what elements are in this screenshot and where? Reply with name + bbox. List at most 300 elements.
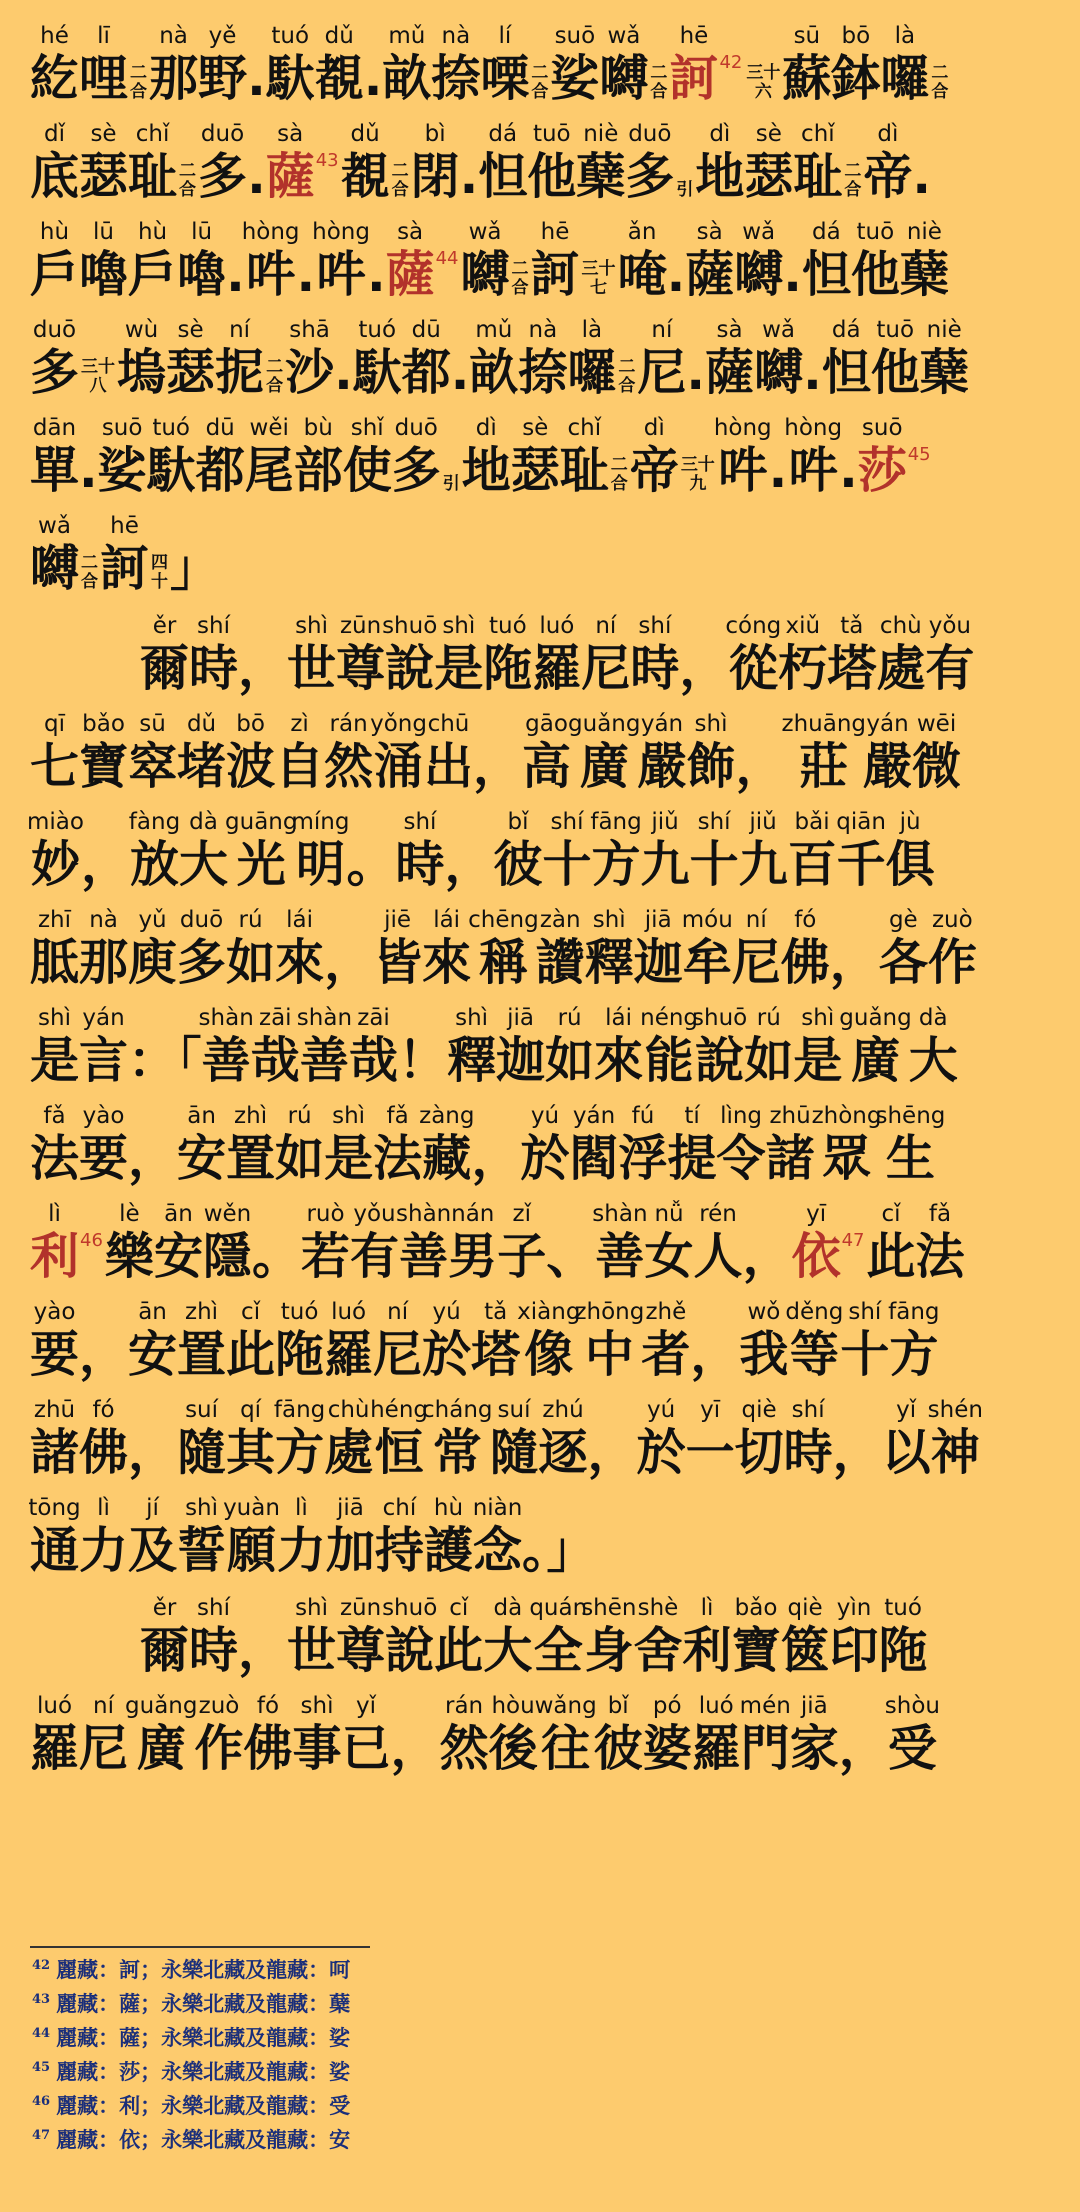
character-with-pinyin xyxy=(840,1298,889,1384)
character: 樂 xyxy=(104,1228,154,1285)
character: 藏 xyxy=(422,1130,472,1187)
character-with-pinyin xyxy=(373,1298,422,1384)
character-with-pinyin xyxy=(625,120,674,206)
character: 耻 xyxy=(793,148,843,205)
character-with-pinyin xyxy=(291,808,350,894)
footnote-number: 44 xyxy=(32,2026,51,2041)
pinyin: chǐ xyxy=(135,121,170,147)
punctuation: ， xyxy=(832,1424,882,1481)
pinyin: shòu xyxy=(884,1693,940,1719)
pinyin: dǔ xyxy=(350,121,380,147)
pinyin: dá xyxy=(488,121,518,147)
character-with-pinyin xyxy=(30,1396,79,1482)
character-with-pinyin xyxy=(744,1004,793,1090)
punctuation: ， xyxy=(735,738,785,795)
character: 帝 xyxy=(629,442,679,499)
text-line xyxy=(30,1396,1060,1482)
annotation-top: 四 xyxy=(151,553,169,573)
pinyin: shàn xyxy=(592,1201,648,1227)
pinyin: fǎ xyxy=(43,1103,66,1129)
annotation-bottom: 合 xyxy=(130,82,148,102)
text-line xyxy=(30,1494,1060,1580)
character-with-pinyin xyxy=(386,218,435,304)
pinyin: tuō xyxy=(532,121,571,147)
character-with-pinyin xyxy=(630,612,679,698)
pinyin: ěr xyxy=(152,613,177,639)
character: 有 xyxy=(350,1228,400,1285)
character: 胝 xyxy=(30,934,80,991)
character-with-pinyin xyxy=(683,906,732,992)
annotation-top: 二 xyxy=(931,63,949,83)
character: 囉 xyxy=(567,344,617,401)
character-with-pinyin xyxy=(336,1594,385,1680)
annotation-top: 二 xyxy=(844,161,862,181)
pinyin: nà xyxy=(89,907,118,933)
footnote xyxy=(32,2124,350,2154)
annotation-bottom: 八 xyxy=(89,376,107,396)
footnote-text: 麗藏：薩；永樂北藏及龍藏：蘖 xyxy=(56,1991,351,2016)
character-with-pinyin xyxy=(793,1004,842,1090)
character: 堵 xyxy=(177,738,227,795)
character: 往 xyxy=(541,1720,591,1777)
character-with-pinyin xyxy=(581,1594,637,1680)
pinyin: ān xyxy=(138,1299,167,1325)
character-with-pinyin xyxy=(79,1494,128,1580)
annotation-bottom: 合 xyxy=(610,474,628,494)
pinyin: rú xyxy=(557,1005,582,1031)
character: 男 xyxy=(448,1228,498,1285)
character: 波 xyxy=(226,738,276,795)
character: 隱 xyxy=(202,1228,252,1285)
footnote-ref[interactable]: 43 xyxy=(315,150,339,171)
character: 嚴 xyxy=(637,738,687,795)
pinyin: chǐ xyxy=(567,415,602,441)
character: 戶 xyxy=(128,246,178,303)
character-with-pinyin xyxy=(128,218,177,304)
punctuation: . xyxy=(334,344,353,401)
punctuation: ， xyxy=(473,738,523,795)
character-with-pinyin xyxy=(424,710,473,796)
character-with-pinyin xyxy=(147,414,196,500)
character: 吽 xyxy=(718,442,768,499)
pinyin: luó xyxy=(331,1299,367,1325)
character-with-pinyin xyxy=(592,808,641,894)
pinyin: zàn xyxy=(539,907,581,933)
character-with-pinyin xyxy=(226,1102,275,1188)
character-with-pinyin xyxy=(79,120,128,206)
character-with-pinyin xyxy=(411,120,460,206)
character: 畝 xyxy=(382,50,432,107)
character: 捺 xyxy=(431,50,481,107)
pinyin: wǎ xyxy=(607,23,641,49)
character-with-pinyin xyxy=(79,1396,128,1482)
pinyin: yú xyxy=(432,1299,461,1325)
pinyin: fó xyxy=(92,1397,115,1423)
character: 嚩 xyxy=(599,50,649,107)
pinyin: nà xyxy=(159,23,188,49)
character-with-pinyin xyxy=(687,710,736,796)
character: 都 xyxy=(195,442,245,499)
character-with-pinyin xyxy=(637,1396,686,1482)
character: 處 xyxy=(324,1424,374,1481)
character-with-pinyin xyxy=(189,1594,238,1680)
character-with-pinyin xyxy=(511,414,560,500)
annotation-top: 三十 xyxy=(680,455,715,475)
character-with-pinyin xyxy=(251,1004,300,1090)
character: 念 xyxy=(473,1522,523,1579)
character-with-pinyin xyxy=(781,710,867,796)
pinyin: wǎ xyxy=(742,219,776,245)
character: 等 xyxy=(789,1326,839,1383)
pinyin: bǎo xyxy=(82,711,125,737)
character: 生 xyxy=(885,1130,935,1187)
pinyin: shí xyxy=(697,809,731,835)
character-with-pinyin xyxy=(382,612,438,698)
character-with-pinyin xyxy=(793,120,842,206)
pinyin: nà xyxy=(441,23,471,49)
character-with-pinyin xyxy=(497,1200,546,1286)
character-with-pinyin xyxy=(375,1494,424,1580)
character: 蘖 xyxy=(899,246,949,303)
annotation-mark xyxy=(81,554,98,592)
pinyin: dá xyxy=(831,317,861,343)
annotation-top: 二 xyxy=(511,259,529,279)
character-with-pinyin xyxy=(79,906,128,992)
punctuation: ， xyxy=(471,1130,521,1187)
character: 瑟 xyxy=(166,344,216,401)
footnote-text: 麗藏：訶；永樂北藏及龍藏：呵 xyxy=(56,1957,351,1982)
character: 抳 xyxy=(215,344,265,401)
character-with-pinyin xyxy=(245,414,294,500)
character: 馱 xyxy=(146,442,196,499)
punctuation: . xyxy=(803,344,822,401)
character-with-pinyin xyxy=(324,710,373,796)
pinyin: sà xyxy=(696,219,723,245)
pinyin: quán xyxy=(529,1595,588,1621)
character-with-pinyin xyxy=(520,1102,569,1188)
character: 娑 xyxy=(550,50,600,107)
character-with-pinyin xyxy=(739,1298,788,1384)
pinyin: yuàn xyxy=(223,1495,280,1521)
pinyin: shì xyxy=(801,1005,835,1031)
character-with-pinyin xyxy=(788,808,837,894)
character-with-pinyin xyxy=(633,1594,682,1680)
footnote-ref[interactable]: 44 xyxy=(435,248,459,269)
character: 諸 xyxy=(765,1130,815,1187)
character-with-pinyin xyxy=(576,120,625,206)
character-with-pinyin xyxy=(827,612,876,698)
footnote-number: 47 xyxy=(32,2128,51,2143)
character: 哩 xyxy=(79,50,129,107)
character-with-pinyin xyxy=(422,1396,493,1482)
character-with-pinyin xyxy=(287,612,336,698)
text-line xyxy=(140,612,1060,698)
character-with-pinyin xyxy=(792,1200,841,1286)
character-with-pinyin xyxy=(293,1692,342,1778)
character-with-pinyin xyxy=(531,218,580,304)
punctuation: 。 xyxy=(251,1228,301,1285)
pinyin: zhì xyxy=(185,1299,219,1325)
character-with-pinyin xyxy=(223,1494,280,1580)
footnote-ref[interactable]: 47 xyxy=(841,1230,865,1251)
pinyin: fāng xyxy=(888,1299,940,1325)
pinyin: cǐ xyxy=(241,1299,261,1325)
character-with-pinyin xyxy=(536,906,585,992)
footnote-ref[interactable]: 46 xyxy=(80,1230,103,1251)
pinyin: hòng xyxy=(312,219,370,245)
character-with-pinyin xyxy=(30,1494,79,1580)
pinyin: yǒng xyxy=(370,711,427,737)
character-with-pinyin xyxy=(149,22,198,108)
character-with-pinyin xyxy=(342,1692,391,1778)
pinyin: tuó xyxy=(488,613,527,639)
annotation-bottom: 合 xyxy=(81,572,99,592)
character-with-pinyin xyxy=(203,1200,252,1286)
character: 善 xyxy=(399,1228,449,1285)
character-with-pinyin xyxy=(539,1396,588,1482)
character: 置 xyxy=(177,1326,227,1383)
pinyin: yìn xyxy=(836,1595,872,1621)
character-with-pinyin xyxy=(782,22,831,108)
footnote-text: 麗藏：依；永樂北藏及龍藏：安 xyxy=(56,2127,351,2152)
character: 神 xyxy=(930,1424,980,1481)
pinyin: lì xyxy=(97,1495,110,1521)
character: 他 xyxy=(527,148,577,205)
character-with-pinyin xyxy=(422,906,471,992)
pinyin: shēng xyxy=(875,1103,946,1129)
character: 舍 xyxy=(633,1622,683,1679)
pinyin: lái xyxy=(286,907,314,933)
punctuation: ， xyxy=(80,836,130,893)
character: 怛 xyxy=(478,148,528,205)
character: 方 xyxy=(275,1424,325,1481)
footnote-ref[interactable]: 42 xyxy=(719,52,743,73)
character-with-pinyin xyxy=(462,414,511,500)
character-with-pinyin xyxy=(599,22,648,108)
character-with-pinyin xyxy=(395,808,444,894)
pinyin: duō xyxy=(394,415,438,441)
character: 來 xyxy=(594,1032,644,1089)
pinyin: bǐ xyxy=(607,1693,629,1719)
pinyin: fú xyxy=(631,1103,655,1129)
character: 嚩 xyxy=(734,246,784,303)
text-line xyxy=(140,1594,1060,1680)
pinyin: suí xyxy=(185,1397,219,1423)
character: 皆 xyxy=(373,934,423,991)
character: 地 xyxy=(695,148,745,205)
annotation-top: 引 xyxy=(442,474,460,494)
character-with-pinyin xyxy=(592,1200,648,1286)
pinyin: rú xyxy=(756,1005,781,1031)
pinyin: sà xyxy=(716,317,743,343)
character: 迦 xyxy=(496,1032,546,1089)
character: 婆 xyxy=(642,1720,692,1777)
character: 莊 xyxy=(799,738,849,795)
annotation-bottom: 合 xyxy=(650,82,668,102)
character-with-pinyin xyxy=(778,612,827,698)
pinyin: rán xyxy=(329,711,368,737)
footnote-text: 麗藏：利；永樂北藏及龍藏：受 xyxy=(56,2093,351,2118)
character: 耻 xyxy=(128,148,178,205)
pinyin: ní xyxy=(93,1693,114,1719)
character: 尼 xyxy=(731,934,781,991)
text-line xyxy=(30,414,1060,500)
pinyin: hù xyxy=(137,219,168,245)
character-with-pinyin xyxy=(839,1004,912,1090)
character-with-pinyin xyxy=(312,218,370,304)
character-with-pinyin xyxy=(686,1396,735,1482)
character: 後 xyxy=(488,1720,538,1777)
character-with-pinyin xyxy=(568,710,641,796)
pinyin: niè xyxy=(926,317,962,343)
character-with-pinyin xyxy=(928,906,977,992)
character-with-pinyin xyxy=(781,1594,830,1680)
character: 哉 xyxy=(349,1032,399,1089)
character: 尼 xyxy=(79,1720,129,1777)
character: 爾 xyxy=(140,1622,190,1679)
character-with-pinyin xyxy=(483,1594,532,1680)
character-with-pinyin xyxy=(754,316,803,402)
character-with-pinyin xyxy=(226,1298,275,1384)
annotation-mark xyxy=(650,64,667,102)
character-with-pinyin xyxy=(373,906,422,992)
character: 羅 xyxy=(324,1326,374,1383)
character-with-pinyin xyxy=(925,612,974,698)
pinyin: zhū xyxy=(33,1397,76,1423)
character-with-pinyin xyxy=(336,612,385,698)
character: 已 xyxy=(341,1720,391,1777)
annotation-top: 引 xyxy=(676,180,694,200)
pinyin: tuó xyxy=(271,23,310,49)
footnote-number: 46 xyxy=(32,2094,51,2109)
pinyin: cǐ xyxy=(449,1595,469,1621)
text-line xyxy=(30,22,1060,108)
pinyin: fǎ xyxy=(928,1201,952,1227)
pinyin: chēng xyxy=(468,907,539,933)
character-with-pinyin xyxy=(30,414,79,500)
character: 閉 xyxy=(410,148,460,205)
character-with-pinyin xyxy=(349,1004,398,1090)
character: 馱 xyxy=(265,50,315,107)
annotation-mark xyxy=(179,162,196,200)
character-with-pinyin xyxy=(517,1298,581,1384)
character-with-pinyin xyxy=(275,1102,324,1188)
character: 野 xyxy=(198,50,248,107)
punctuation: 、 xyxy=(546,1228,596,1285)
character: 寶 xyxy=(79,738,129,795)
character-with-pinyin xyxy=(876,612,925,698)
character: 那 xyxy=(149,50,199,107)
character-with-pinyin xyxy=(301,1200,350,1286)
character-with-pinyin xyxy=(581,612,630,698)
annotation-mark xyxy=(130,64,147,102)
character-with-pinyin xyxy=(226,1396,275,1482)
character-with-pinyin xyxy=(496,1004,545,1090)
character: 尊 xyxy=(336,1622,386,1679)
pinyin: fǎ xyxy=(386,1103,409,1129)
character: 蘖 xyxy=(919,344,969,401)
pinyin: tuō xyxy=(876,317,915,343)
punctuation: ， xyxy=(838,1720,888,1777)
pinyin: jù xyxy=(899,809,921,835)
character-with-pinyin xyxy=(275,1396,324,1482)
character: 涌 xyxy=(374,738,424,795)
character: 嚴 xyxy=(863,738,913,795)
pinyin: shì xyxy=(332,1103,366,1129)
pinyin: suō xyxy=(554,23,596,49)
pinyin: lì xyxy=(295,1495,308,1521)
character: 如 xyxy=(226,934,276,991)
character: 其 xyxy=(226,1424,276,1481)
character-with-pinyin xyxy=(447,1004,496,1090)
annotation-top: 三十 xyxy=(81,357,116,377)
text-line xyxy=(27,808,1060,894)
character: 部 xyxy=(293,442,343,499)
character-with-pinyin xyxy=(471,1298,520,1384)
character-with-pinyin xyxy=(226,710,275,796)
character: 蘖 xyxy=(576,148,626,205)
character: 佛 xyxy=(780,934,830,991)
pinyin: shuō xyxy=(692,1005,748,1031)
character: 安 xyxy=(177,1130,227,1187)
character-with-pinyin xyxy=(30,1692,79,1778)
character-with-pinyin xyxy=(879,1594,928,1680)
annotation-bottom: 十 xyxy=(151,572,169,592)
punctuation: ， xyxy=(128,1424,178,1481)
character: 時 xyxy=(630,640,680,697)
footnote-ref[interactable]: 45 xyxy=(907,444,931,465)
character-with-pinyin xyxy=(373,1102,422,1188)
punctuation: ， xyxy=(324,934,374,991)
punctuation: . xyxy=(686,344,706,401)
character: 於 xyxy=(422,1326,472,1383)
character-with-pinyin xyxy=(128,906,177,992)
pinyin: nán xyxy=(451,1201,495,1227)
character: 出 xyxy=(423,738,473,795)
annotation-mark xyxy=(746,64,780,102)
character-with-pinyin xyxy=(140,612,189,698)
character-with-pinyin xyxy=(619,1102,668,1188)
character-with-pinyin xyxy=(529,1594,588,1680)
pinyin: shì xyxy=(592,907,626,933)
character: 畝 xyxy=(469,344,519,401)
annotation-top: 二 xyxy=(531,63,549,83)
character: 子 xyxy=(497,1228,547,1285)
pinyin: zhuāng xyxy=(781,711,867,737)
pinyin: duō xyxy=(32,317,77,343)
punctuation: . xyxy=(912,148,932,205)
annotation-top: 二 xyxy=(130,63,148,83)
pinyin: dá xyxy=(812,219,841,245)
character: 時 xyxy=(189,1622,239,1679)
pinyin: rú xyxy=(287,1103,312,1129)
character: 訶 xyxy=(100,540,150,597)
pinyin: sè xyxy=(755,121,782,147)
pinyin: héng xyxy=(370,1397,429,1423)
pinyin: wǎ xyxy=(762,317,796,343)
character-with-pinyin xyxy=(641,808,690,894)
character: 塔 xyxy=(827,640,877,697)
character-with-pinyin xyxy=(315,22,364,108)
character: 都 xyxy=(401,344,451,401)
character: 來 xyxy=(422,934,472,991)
character: 七 xyxy=(30,738,80,795)
annotation-bottom: 合 xyxy=(931,82,949,102)
character-with-pinyin xyxy=(225,808,298,894)
character: 哉 xyxy=(250,1032,300,1089)
character: 千 xyxy=(836,836,886,893)
text-line xyxy=(30,316,1060,402)
